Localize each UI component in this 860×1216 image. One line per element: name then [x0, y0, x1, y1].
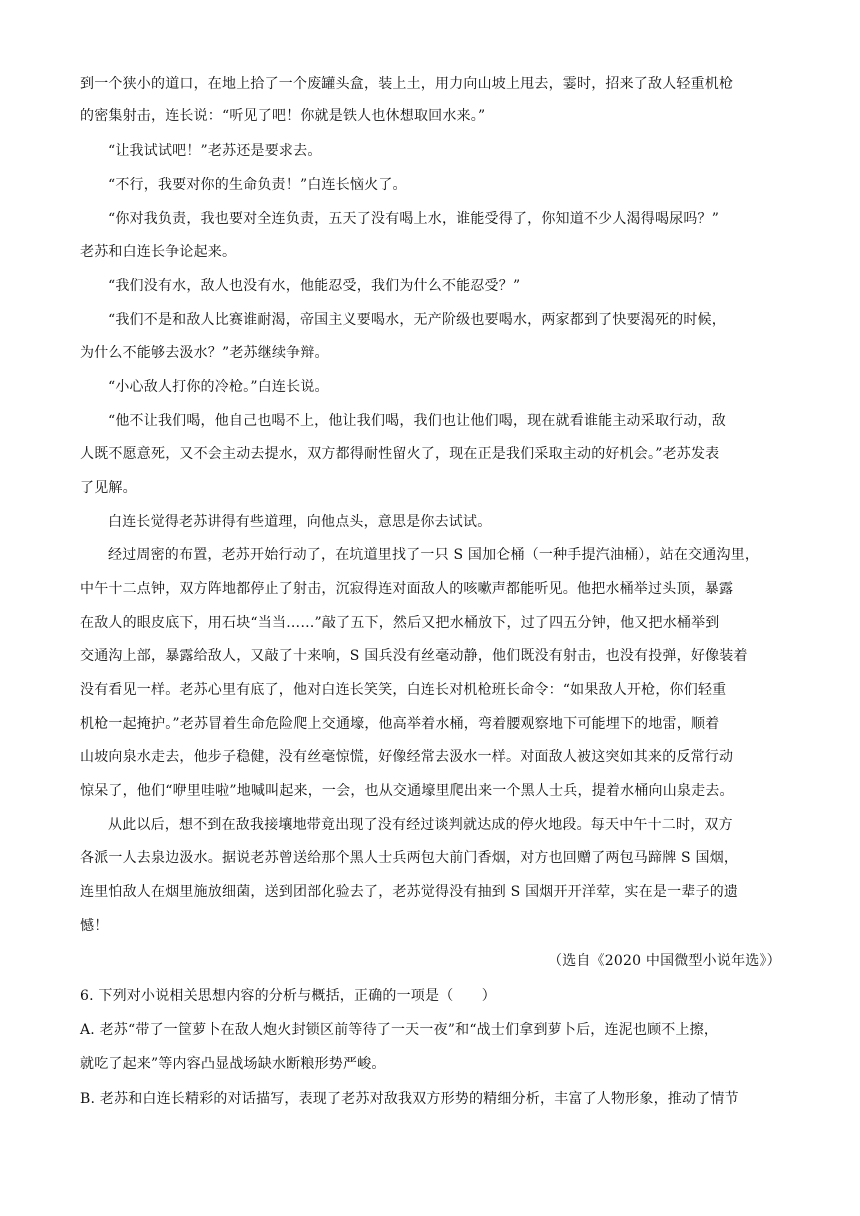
- text-line: 中午十二点钟，双方阵地都停止了射击，沉寂得连对面敌人的咳嗽声都能听见。他把水桶举过头顶，暴露: [80, 581, 734, 597]
- option-a: A. 老苏“带了一筐萝卜在敌人炮火封锁区前等待了一天一夜”和“战士们拿到萝卜后，连泥也顾不上擦，: [80, 1022, 719, 1038]
- text-line: “我们不是和敌人比赛谁耐渴，帝国主义要喝水，无产阶级也要喝水，两家都到了快要渴死的时候，: [108, 312, 726, 328]
- text-line: 各派一人去泉边汲水。据说老苏曾送给那个黑人士兵两包大前门香烟，对方也回赠了两包马蹄牌 S 国烟，: [80, 850, 739, 866]
- text-line: 机枪一起掩护。”老苏冒着生命危险爬上交通壕，他高举着水桶，弯着腰观察地下可能埋下的地雷，顺着: [80, 716, 720, 732]
- option-b: B. 老苏和白连长精彩的对话描写，表现了老苏对敌我双方形势的精细分析，丰富了人物形象，推动了情节: [80, 1091, 739, 1107]
- text-line: 老苏和白连长争论起来。: [80, 244, 237, 260]
- text-line: 人既不愿意死，又不会主动去提水，双方都得耐性留火了，现在正是我们采取主动的好机会。”老苏发表: [80, 446, 720, 462]
- text-line: 为什么不能够去汲水？”老苏继续争辩。: [80, 345, 329, 361]
- text-line: 在敌人的眼皮底下，用石块“当当……”敲了五下，然后又把水桶放下，过了四五分钟，他又把水桶举到: [80, 615, 720, 631]
- text-line: 到一个狭小的道口，在地上拾了一个废罐头盒，装上土，用力向山坡上甩去，霎时，招来了敌人轻重机枪: [80, 76, 734, 92]
- text-line: 了见解。: [80, 480, 137, 496]
- text-line: “我们没有水，敌人也没有水，他能忍受，我们为什么不能忍受？”: [108, 278, 521, 294]
- text-line: 白连长觉得老苏讲得有些道理，向他点头，意思是你去试试。: [108, 514, 492, 530]
- text-line: “你对我负责，我也要对全连负责，五天了没有喝上水，谁能受得了，你知道不少人渴得喝尿吗？”: [108, 211, 720, 227]
- text-line: 从此以后，想不到在敌我接壤地带竟出现了没有经过谈判就达成的停火地段。每天中午十二时，双方: [108, 817, 733, 833]
- text-line: 山坡向泉水走去，他步子稳健，没有丝毫惊慌，好像经常去汲水一样。对面敌人被这突如其来的反常行动: [80, 749, 734, 765]
- text-line: “小心敌人打你的冷枪。”白连长说。: [108, 379, 329, 395]
- text-line: “让我试试吧！”老苏还是要求去。: [108, 143, 322, 159]
- text-line: 没有看见一样。老苏心里有底了，他对白连长笑笑，白连长对机枪班长命令：“如果敌人开枪，你们轻重: [80, 682, 727, 698]
- text-line: 的密集射击，连长说：“听见了吧！你就是铁人也休想取回水来。”: [80, 108, 486, 124]
- question-stem: 6. 下列对小说相关思想内容的分析与概括，正确的一项是（ ）: [80, 988, 497, 1004]
- text-line: 憾！: [80, 918, 109, 934]
- text-line: 惊呆了，他们“咿里哇啦”地喊叫起来，一会，也从交通壕里爬出来一个黑人士兵，提着水桶向山泉走去。: [80, 783, 734, 799]
- text-line: “不行，我要对你的生命负责！”白连长恼火了。: [108, 177, 407, 193]
- source-citation: （选自《2020 中国微型小说年选》）: [548, 953, 781, 969]
- text-line: 连里怕敌人在烟里施放细菌，送到团部化验去了，老苏觉得没有抽到 S 国烟开开洋荤，实在是一辈子的遗: [80, 884, 739, 900]
- text-line: 交通沟上部，暴露给敌人，又敲了十来响，S 国兵没有丝毫动静，他们既没有射击，也没有投弹，好像装着: [80, 648, 748, 664]
- text-line: “他不让我们喝，他自己也喝不上，他让我们喝，我们也让他们喝，现在就看谁能主动采取行动，敌: [108, 413, 726, 429]
- option-a-continued: 就吃了起来”等内容凸显战场缺水断粮形势严峻。: [80, 1056, 386, 1072]
- text-line: 经过周密的布置，老苏开始行动了，在坑道里找了一只 S 国加仑桶（一种手提汽油桶），站在交通沟里，: [108, 547, 760, 563]
